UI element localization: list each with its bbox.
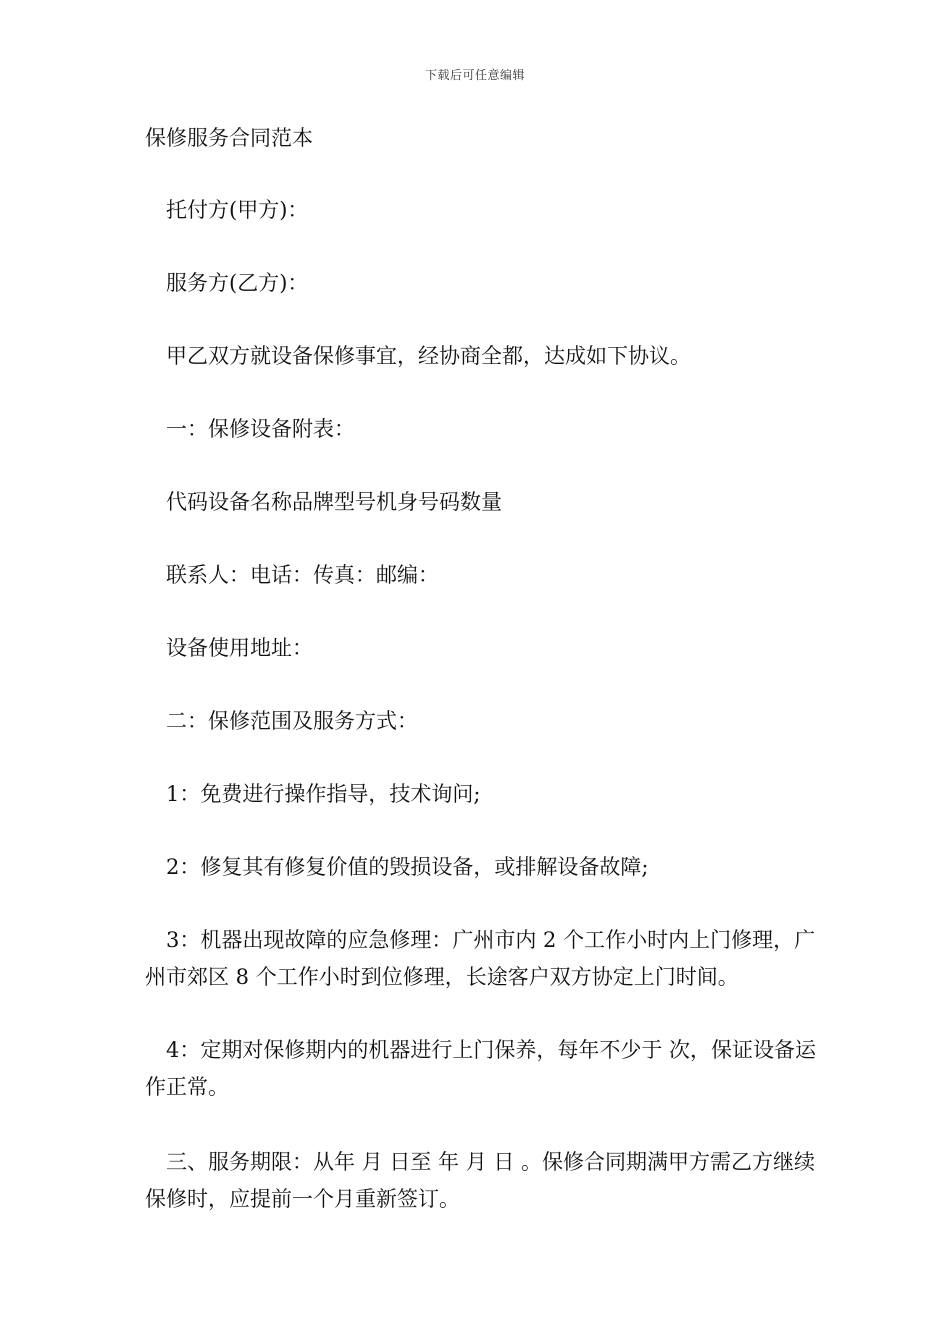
paragraph-address: 设备使用地址： (166, 636, 313, 660)
paragraph-agreement: 甲乙双方就设备保修事宜，经协商全都，达成如下协议。 (166, 344, 691, 368)
paragraph-item-3: 3：机器出现故障的应急修理：广州市内 2 个工作小时内上门修理，广州市郊区 8 个工作小时到位修理，长途客户双方协定上门时间。 (145, 928, 816, 989)
paragraph-contact: 联系人：电话：传真：邮编： (166, 563, 439, 587)
paragraph-provider: 服务方(乙方)： (166, 271, 309, 295)
page-header: 下载后可任意编辑 (424, 68, 525, 82)
paragraph-equipment-columns: 代码设备名称品牌型号机身号码数量 (166, 490, 502, 514)
paragraph-section-1: 一：保修设备附表： (166, 417, 355, 441)
paragraph-item-4: 4：定期对保修期内的机器进行上门保养，每年不少于 次，保证设备运作正常。 (145, 1038, 817, 1099)
paragraph-item-2: 2：修复其有修复价值的毁损设备，或排解设备故障; (166, 855, 649, 879)
paragraph-section-2: 二：保修范围及服务方式： (166, 709, 418, 733)
paragraph-client: 托付方(甲方)： (166, 198, 309, 222)
document-title: 保修服务合同范本 (145, 126, 313, 150)
paragraph-item-1: 1：免费进行操作指导，技术询问; (166, 782, 481, 806)
paragraph-section-3: 三、服务期限：从年 月 日至 年 月 日 。保修合同期满甲方需乙方继续保修时，应提前一个月重新签订。 (145, 1150, 816, 1211)
